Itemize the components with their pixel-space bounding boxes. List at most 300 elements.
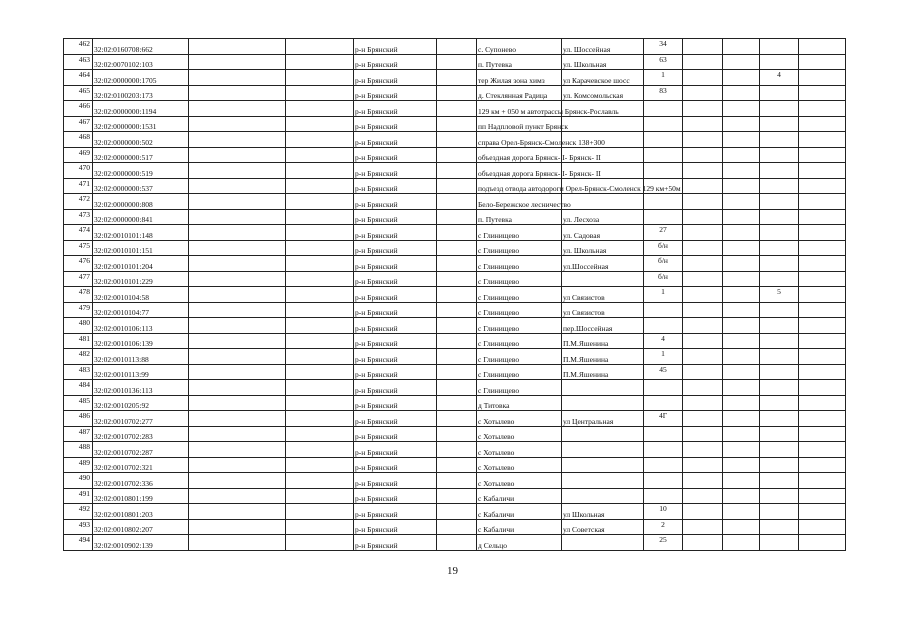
empty-cell — [189, 395, 286, 411]
cadastral-number: 32:02:0010702:336 — [93, 473, 189, 489]
page-number: 19 — [447, 565, 458, 577]
locality-cell: с Глинищево — [477, 380, 562, 396]
empty-cell — [189, 132, 286, 148]
empty-cell — [437, 240, 477, 256]
table-row — [64, 85, 846, 101]
locality-cell: с Хотылево — [477, 457, 562, 473]
empty-cell — [437, 535, 477, 551]
locality-cell: с Глинищево — [477, 271, 562, 287]
row-number: 469 — [64, 147, 93, 163]
row-number: 472 — [64, 194, 93, 210]
street-cell: ул.Шоссейная — [562, 256, 644, 272]
empty-cell — [189, 287, 286, 303]
cadastral-number: 32:02:0010801:199 — [93, 488, 189, 504]
cadastral-number: 32:02:0010802:207 — [93, 519, 189, 535]
building-cell — [760, 132, 799, 148]
street-cell: ул Связистов — [562, 302, 644, 318]
empty-cell — [437, 364, 477, 380]
table-row — [64, 147, 846, 163]
empty-cell — [286, 504, 354, 520]
empty-cell — [437, 504, 477, 520]
table-row — [64, 411, 846, 427]
empty-cell — [723, 287, 760, 303]
street-cell — [562, 395, 644, 411]
building-cell — [760, 302, 799, 318]
table-row — [64, 535, 846, 551]
region-cell: р-н Брянский — [354, 380, 437, 396]
building-cell — [760, 318, 799, 334]
empty-cell — [683, 395, 723, 411]
street-cell: ул. Школьная — [562, 54, 644, 70]
row-number: 489 — [64, 457, 93, 473]
empty-cell — [437, 116, 477, 132]
region-cell: р-н Брянский — [354, 101, 437, 117]
house-cell — [644, 473, 683, 489]
empty-cell — [189, 240, 286, 256]
empty-cell — [799, 225, 846, 241]
empty-cell — [683, 101, 723, 117]
house-cell — [644, 318, 683, 334]
empty-cell — [683, 70, 723, 86]
cadastral-number: 32:02:0160708:662 — [93, 39, 189, 55]
building-cell — [760, 194, 799, 210]
empty-cell — [683, 225, 723, 241]
table-row — [64, 70, 846, 86]
cadastral-number: 32:02:0010205:92 — [93, 395, 189, 411]
empty-cell — [437, 519, 477, 535]
empty-cell — [189, 163, 286, 179]
region-cell: р-н Брянский — [354, 209, 437, 225]
street-cell: ул Школьная — [562, 504, 644, 520]
empty-cell — [799, 39, 846, 55]
empty-cell — [683, 411, 723, 427]
empty-cell — [723, 380, 760, 396]
empty-cell — [437, 178, 477, 194]
cadastral-number: 32:02:0010101:148 — [93, 225, 189, 241]
registry-table — [63, 38, 846, 551]
empty-cell — [723, 426, 760, 442]
row-number: 466 — [64, 101, 93, 117]
empty-cell — [189, 442, 286, 458]
empty-cell — [683, 256, 723, 272]
street-cell — [562, 426, 644, 442]
building-cell — [760, 395, 799, 411]
table-row — [64, 178, 846, 194]
empty-cell — [286, 318, 354, 334]
cadastral-number: 32:02:0010702:277 — [93, 411, 189, 427]
house-cell: 4Г — [644, 411, 683, 427]
table-row — [64, 287, 846, 303]
street-cell: ул. Комсомольская — [562, 85, 644, 101]
region-cell: р-н Брянский — [354, 364, 437, 380]
empty-cell — [723, 163, 760, 179]
building-cell — [760, 488, 799, 504]
house-cell — [644, 132, 683, 148]
empty-cell — [799, 333, 846, 349]
locality-cell: с Хотылево — [477, 442, 562, 458]
empty-cell — [723, 240, 760, 256]
building-cell: 4 — [760, 70, 799, 86]
empty-cell — [799, 70, 846, 86]
empty-cell — [286, 411, 354, 427]
cadastral-number: 32:02:0010801:203 — [93, 504, 189, 520]
empty-cell — [683, 349, 723, 365]
building-cell — [760, 85, 799, 101]
building-cell — [760, 271, 799, 287]
row-number: 490 — [64, 473, 93, 489]
empty-cell — [286, 209, 354, 225]
empty-cell — [437, 457, 477, 473]
region-cell: р-н Брянский — [354, 488, 437, 504]
empty-cell — [683, 287, 723, 303]
locality-cell: с Глинищево — [477, 318, 562, 334]
empty-cell — [189, 147, 286, 163]
empty-cell — [437, 39, 477, 55]
empty-cell — [286, 473, 354, 489]
cadastral-number: 32:02:0010113:88 — [93, 349, 189, 365]
empty-cell — [189, 380, 286, 396]
empty-cell — [437, 70, 477, 86]
empty-cell — [189, 535, 286, 551]
empty-cell — [286, 426, 354, 442]
locality-cell: 129 км + 050 м автотрассы Брянск-Рославль — [477, 101, 562, 117]
row-number: 492 — [64, 504, 93, 520]
empty-cell — [437, 54, 477, 70]
region-cell: р-н Брянский — [354, 411, 437, 427]
table-row — [64, 519, 846, 535]
row-number: 478 — [64, 287, 93, 303]
empty-cell — [723, 519, 760, 535]
table-row — [64, 364, 846, 380]
empty-cell — [286, 132, 354, 148]
empty-cell — [286, 519, 354, 535]
empty-cell — [286, 147, 354, 163]
empty-cell — [683, 333, 723, 349]
empty-cell — [723, 271, 760, 287]
empty-cell — [723, 349, 760, 365]
row-number: 488 — [64, 442, 93, 458]
empty-cell — [723, 70, 760, 86]
row-number: 487 — [64, 426, 93, 442]
locality-cell: с Хотылево — [477, 473, 562, 489]
region-cell: р-н Брянский — [354, 302, 437, 318]
house-cell — [644, 395, 683, 411]
row-number: 473 — [64, 209, 93, 225]
empty-cell — [799, 473, 846, 489]
empty-cell — [437, 225, 477, 241]
empty-cell — [683, 54, 723, 70]
region-cell: р-н Брянский — [354, 318, 437, 334]
empty-cell — [683, 318, 723, 334]
cadastral-number: 32:02:0000000:502 — [93, 132, 189, 148]
street-cell — [562, 473, 644, 489]
street-cell: П.М.Яшенина — [562, 364, 644, 380]
locality-cell: Бело-Бережское лесничество — [477, 194, 562, 210]
building-cell — [760, 240, 799, 256]
empty-cell — [189, 225, 286, 241]
empty-cell — [189, 318, 286, 334]
empty-cell — [189, 411, 286, 427]
empty-cell — [437, 302, 477, 318]
locality-cell: с Кабаличи — [477, 519, 562, 535]
cadastral-number: 32:02:0010702:283 — [93, 426, 189, 442]
street-cell: ул. Садовая — [562, 225, 644, 241]
empty-cell — [437, 147, 477, 163]
house-cell: 83 — [644, 85, 683, 101]
table-row — [64, 504, 846, 520]
table-row — [64, 132, 846, 148]
table-row — [64, 457, 846, 473]
table-row — [64, 101, 846, 117]
house-cell: 34 — [644, 39, 683, 55]
locality-cell: с Глинищево — [477, 256, 562, 272]
street-cell: ул Советская — [562, 519, 644, 535]
empty-cell — [799, 442, 846, 458]
empty-cell — [799, 504, 846, 520]
empty-cell — [286, 101, 354, 117]
row-number: 474 — [64, 225, 93, 241]
empty-cell — [437, 209, 477, 225]
region-cell: р-н Брянский — [354, 256, 437, 272]
row-number: 491 — [64, 488, 93, 504]
house-cell — [644, 194, 683, 210]
empty-cell — [437, 380, 477, 396]
empty-cell — [437, 194, 477, 210]
empty-cell — [286, 395, 354, 411]
empty-cell — [286, 380, 354, 396]
empty-cell — [683, 147, 723, 163]
empty-cell — [723, 535, 760, 551]
locality-cell: с Кабаличи — [477, 504, 562, 520]
row-number: 463 — [64, 54, 93, 70]
table-row — [64, 256, 846, 272]
empty-cell — [799, 209, 846, 225]
region-cell: р-н Брянский — [354, 287, 437, 303]
building-cell — [760, 163, 799, 179]
row-number: 475 — [64, 240, 93, 256]
locality-cell: с Глинищево — [477, 287, 562, 303]
empty-cell — [189, 209, 286, 225]
building-cell — [760, 504, 799, 520]
empty-cell — [683, 504, 723, 520]
empty-cell — [799, 147, 846, 163]
locality-cell: тер Жилая зона химз — [477, 70, 562, 86]
empty-cell — [799, 426, 846, 442]
empty-cell — [189, 349, 286, 365]
street-cell — [562, 380, 644, 396]
empty-cell — [286, 287, 354, 303]
building-cell — [760, 209, 799, 225]
building-cell — [760, 101, 799, 117]
empty-cell — [683, 364, 723, 380]
building-cell — [760, 116, 799, 132]
empty-cell — [723, 178, 760, 194]
table-row — [64, 426, 846, 442]
empty-cell — [437, 411, 477, 427]
empty-cell — [799, 457, 846, 473]
cadastral-number: 32:02:0010106:139 — [93, 333, 189, 349]
house-cell — [644, 442, 683, 458]
table-row — [64, 395, 846, 411]
empty-cell — [189, 519, 286, 535]
locality-cell: д Титовка — [477, 395, 562, 411]
empty-cell — [799, 364, 846, 380]
region-cell: р-н Брянский — [354, 519, 437, 535]
row-number: 485 — [64, 395, 93, 411]
empty-cell — [286, 39, 354, 55]
empty-cell — [189, 39, 286, 55]
street-cell — [562, 271, 644, 287]
row-number: 465 — [64, 85, 93, 101]
locality-cell: с Глинищево — [477, 240, 562, 256]
empty-cell — [286, 488, 354, 504]
region-cell: р-н Брянский — [354, 349, 437, 365]
empty-cell — [189, 333, 286, 349]
empty-cell — [189, 302, 286, 318]
row-number: 471 — [64, 178, 93, 194]
empty-cell — [723, 457, 760, 473]
empty-cell — [723, 85, 760, 101]
building-cell — [760, 54, 799, 70]
cadastral-number: 32:02:0000000:1531 — [93, 116, 189, 132]
empty-cell — [437, 333, 477, 349]
locality-cell: п. Путевка — [477, 209, 562, 225]
empty-cell — [683, 271, 723, 287]
building-cell: 5 — [760, 287, 799, 303]
locality-cell: объездная дорога Брянск- I- Брянск- II — [477, 147, 562, 163]
house-cell — [644, 209, 683, 225]
empty-cell — [799, 256, 846, 272]
empty-cell — [799, 535, 846, 551]
empty-cell — [437, 85, 477, 101]
house-cell: 1 — [644, 349, 683, 365]
empty-cell — [286, 535, 354, 551]
empty-cell — [683, 132, 723, 148]
empty-cell — [723, 39, 760, 55]
street-cell — [562, 442, 644, 458]
empty-cell — [286, 85, 354, 101]
table-row — [64, 271, 846, 287]
empty-cell — [799, 302, 846, 318]
empty-cell — [683, 116, 723, 132]
empty-cell — [286, 240, 354, 256]
street-cell: ул Связистов — [562, 287, 644, 303]
empty-cell — [437, 442, 477, 458]
empty-cell — [799, 318, 846, 334]
street-cell: П.М.Яшенина — [562, 333, 644, 349]
region-cell: р-н Брянский — [354, 85, 437, 101]
empty-cell — [799, 349, 846, 365]
region-cell: р-н Брянский — [354, 240, 437, 256]
cadastral-number: 32:02:0010136:113 — [93, 380, 189, 396]
locality-cell: справа Орел-Брянск-Смоленск 138+300 — [477, 132, 562, 148]
empty-cell — [189, 426, 286, 442]
region-cell: р-н Брянский — [354, 271, 437, 287]
empty-cell — [437, 163, 477, 179]
empty-cell — [189, 70, 286, 86]
empty-cell — [723, 302, 760, 318]
empty-cell — [799, 271, 846, 287]
row-number: 479 — [64, 302, 93, 318]
empty-cell — [683, 178, 723, 194]
building-cell — [760, 349, 799, 365]
empty-cell — [799, 395, 846, 411]
locality-cell: пп Надпловой пункт Брянск — [477, 116, 562, 132]
cadastral-number: 32:02:0010113:99 — [93, 364, 189, 380]
empty-cell — [799, 194, 846, 210]
locality-cell: с Хотылево — [477, 426, 562, 442]
empty-cell — [683, 302, 723, 318]
row-number: 482 — [64, 349, 93, 365]
locality-cell: объездная дорога Брянск- I- Брянск- II — [477, 163, 562, 179]
street-cell — [562, 194, 644, 210]
empty-cell — [723, 225, 760, 241]
empty-cell — [437, 256, 477, 272]
empty-cell — [189, 256, 286, 272]
street-cell: П.М.Яшенина — [562, 349, 644, 365]
street-cell: ул Центральная — [562, 411, 644, 427]
table-row — [64, 473, 846, 489]
house-cell: 10 — [644, 504, 683, 520]
cadastral-number: 32:02:0000000:1705 — [93, 70, 189, 86]
row-number: 464 — [64, 70, 93, 86]
cadastral-number: 32:02:0010101:151 — [93, 240, 189, 256]
region-cell: р-н Брянский — [354, 163, 437, 179]
locality-cell: с. Супонево — [477, 39, 562, 55]
empty-cell — [437, 473, 477, 489]
building-cell — [760, 39, 799, 55]
empty-cell — [723, 101, 760, 117]
empty-cell — [799, 101, 846, 117]
table-row — [64, 442, 846, 458]
row-number: 481 — [64, 333, 93, 349]
house-cell: 4 — [644, 333, 683, 349]
region-cell: р-н Брянский — [354, 535, 437, 551]
row-number: 480 — [64, 318, 93, 334]
empty-cell — [723, 411, 760, 427]
table-row — [64, 54, 846, 70]
row-number: 493 — [64, 519, 93, 535]
cadastral-number: 32:02:0010902:139 — [93, 535, 189, 551]
row-number: 477 — [64, 271, 93, 287]
empty-cell — [437, 318, 477, 334]
table-row — [64, 333, 846, 349]
empty-cell — [723, 209, 760, 225]
street-cell — [562, 116, 644, 132]
house-cell: 45 — [644, 364, 683, 380]
building-cell — [760, 225, 799, 241]
empty-cell — [723, 318, 760, 334]
empty-cell — [723, 473, 760, 489]
empty-cell — [286, 256, 354, 272]
region-cell: р-н Брянский — [354, 54, 437, 70]
row-number: 486 — [64, 411, 93, 427]
empty-cell — [799, 85, 846, 101]
region-cell: р-н Брянский — [354, 442, 437, 458]
cadastral-number: 32:02:0010702:287 — [93, 442, 189, 458]
table-row — [64, 349, 846, 365]
empty-cell — [189, 473, 286, 489]
empty-cell — [723, 395, 760, 411]
row-number: 467 — [64, 116, 93, 132]
building-cell — [760, 457, 799, 473]
table-row — [64, 302, 846, 318]
house-cell: б/н — [644, 256, 683, 272]
empty-cell — [723, 54, 760, 70]
empty-cell — [286, 178, 354, 194]
empty-cell — [683, 488, 723, 504]
empty-cell — [799, 411, 846, 427]
